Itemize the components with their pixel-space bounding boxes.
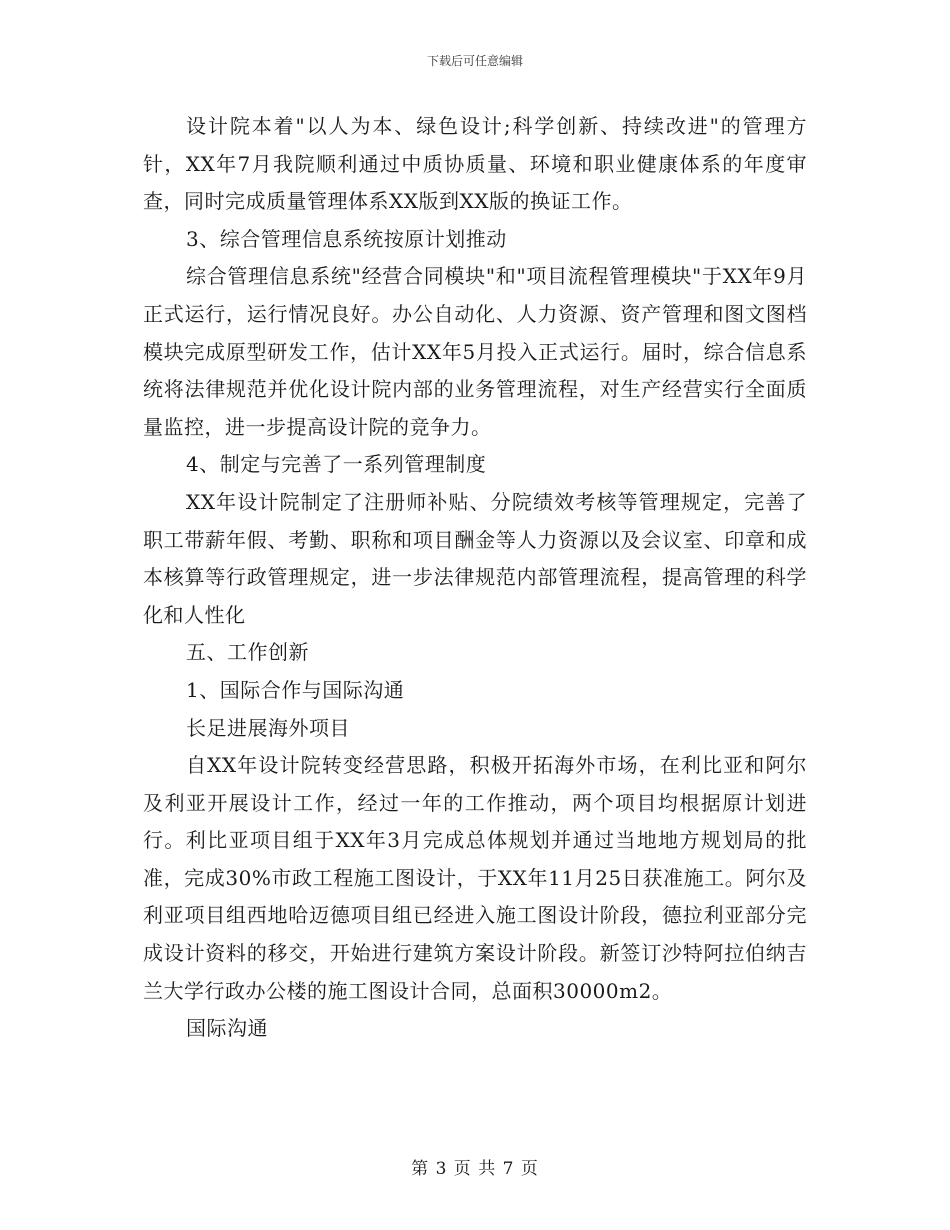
paragraph-overseas-projects: 自XX年设计院转变经营思路，积极开拓海外市场，在利比亚和阿尔及利亚开展设计工作，经过一年的工作推动，两个项目均根据原计划进行。利比亚项目组于XX年3月完成总体规划并通过当地地方规划局的批准，完成30%市政工程施工图设计，于XX年11月25日获准施工。阿尔及利亚项目组西地哈迈德项目组已经进入施工图设计阶段，德拉利亚部分完成设计资料的移交，开始进行建筑方案设计阶段。新签订沙特阿拉伯纳吉兰大学行政办公楼的施工图设计合同，总面积30000m2。 <box>143 753 807 1003</box>
heading-international-communication: 国际沟通 <box>186 1016 268 1041</box>
heading-work-innovation: 五、工作创新 <box>186 640 309 665</box>
paragraph-management-policy: 设计院本着"以人为本、绿色设计;科学创新、持续改进"的管理方针，XX年7月我院顺利通过中质协质量、环境和职业健康体系的年度审查，同时完成质量管理体系XX版到XX版的换证工作。 <box>143 114 807 214</box>
heading-overseas-projects: 长足进展海外项目 <box>186 715 350 740</box>
paragraph-management-rules: XX年设计院制定了注册师补贴、分院绩效考核等管理规定，完善了职工带薪年假、考勤、职称和项目酬金等人力资源以及会议室、印章和成本核算等行政管理规定，进一步法律规范内部管理流程，提高管理的科学化和人性化 <box>143 489 807 627</box>
document-body <box>143 108 807 1048</box>
page-header-note: 下载后可任意编辑 <box>426 54 523 68</box>
page-number-footer: 第 3 页 共 7 页 <box>411 1159 539 1179</box>
heading-management-rules: 4、制定与完善了一系列管理制度 <box>186 452 487 477</box>
heading-international-cooperation: 1、国际合作与国际沟通 <box>186 677 405 702</box>
heading-info-system: 3、综合管理信息系统按原计划推动 <box>186 226 507 251</box>
paragraph-info-system: 综合管理信息系统"经营合同模块"和"项目流程管理模块"于XX年9月正式运行，运行情况良好。办公自动化、人力资源、资产管理和图文图档模块完成原型研发工作，估计XX年5月投入正式运行。届时，综合信息系统将法律规范并优化设计院内部的业务管理流程，对生产经营实行全面质量监控，进一步提高设计院的竞争力。 <box>143 264 807 439</box>
